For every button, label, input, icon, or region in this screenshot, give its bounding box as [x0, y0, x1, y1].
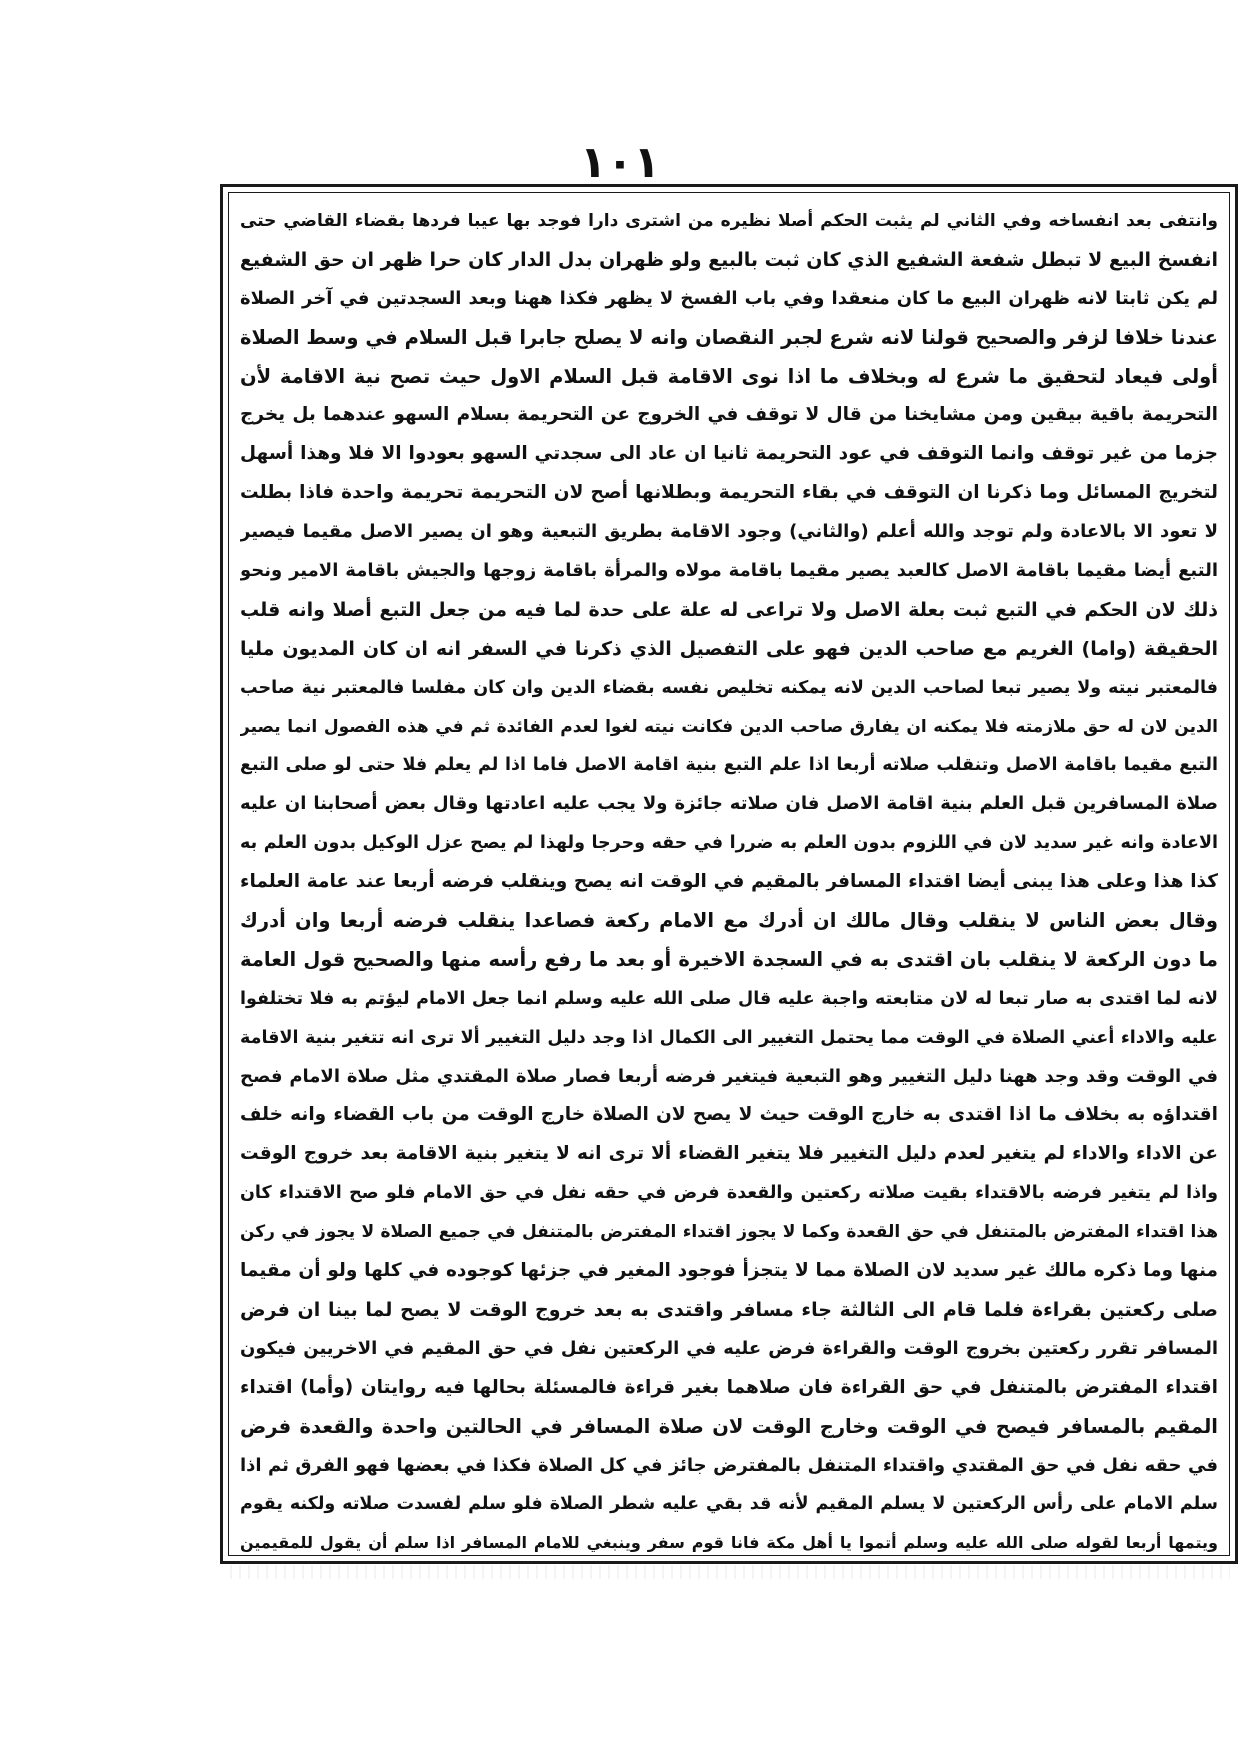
text-line: صلى ركعتين بقراءة فلما قام الى الثالثة جاء مسافر واقتدى به بعد خروج الوقت لا يصح لما بينا ان فرض — [240, 1298, 1218, 1321]
scan-noise — [230, 1565, 1230, 1579]
text-line: لا تعود الا بالاعادة ولم توجد والله أعلم (والثاني) وجود الاقامة بطريق التبعية وهو ان يصير الاصل مقيما فيصير — [240, 521, 1218, 543]
text-line: صلاة المسافرين قبل العلم بنية اقامة الاصل فان صلاته جائزة ولا يجب عليه اعادتها وقال بعض أصحابنا ان عليه — [240, 793, 1218, 815]
text-line: لتخريج المسائل وما ذكرنا ان التوقف في بقاء التحريمة وبطلانها أصح لان التحريمة تحريمة واحدة فاذا بطلت — [240, 482, 1218, 504]
text-line: الدين لان له حق ملازمته فلا يمكنه ان يفارق صاحب الدين فكانت نيته لغوا لعدم الفائدة ثم في هذه الفصول انما يصير — [240, 716, 1218, 737]
text-line: سلم الامام على رأس الركعتين لا يسلم المقيم لأنه قد بقي عليه شطر الصلاة فلو سلم لفسدت صلاته ولكنه يقوم — [240, 1494, 1218, 1515]
text-line: واذا لم يتغير فرضه بالاقتداء بقيت صلاته ركعتين والقعدة فرض في حقه نفل في حق الامام فلو صح الاقتداء كان — [240, 1183, 1218, 1204]
text-line: التحريمة باقية بيقين ومن مشايخنا من قال لا توقف في الخروج عن التحريمة بسلام السهو عندهما بل يخرج — [240, 404, 1218, 426]
text-line: عن الاداء والاداء لم يتغير لعدم دليل التغيير فلا يتغير القضاء ألا ترى انه لا يتغير بنية الاقامة بعد خروج الوقت — [240, 1143, 1218, 1165]
text-line: منها وما ذكره مالك غير سديد لان الصلاة مما لا يتجزأ فوجود المغير في جزئها كوجوده في كلها ولو أن مقيما — [240, 1260, 1218, 1282]
text-line: أولى فيعاد لتحقيق ما شرع له وبخلاف ما اذا نوى الاقامة قبل السلام الاول حيث تصح نية الاقامة لأن — [240, 364, 1218, 388]
body-text — [236, 200, 1222, 1553]
text-line: الحقيقة (واما) الغريم مع صاحب الدين فهو على التفصيل الذي ذكرنا في السفر انه ان كان المديون مليا — [240, 637, 1218, 660]
text-line: لم يكن ثابتا لانه ظهران البيع ما كان منعقدا وفي باب الفسخ لا يظهر فكذا ههنا وبعد السجدتين في آخر الصلاة — [240, 287, 1218, 309]
text-line: التبع مقيما باقامة الاصل وتنقلب صلاته أربعا اذا علم التبع بنية اقامة الاصل فاما اذا لم يعلم فلا حتى لو صلى التبع — [240, 755, 1218, 776]
text-line: في حقه نفل في حق المقتدي واقتداء المتنفل بالمفترض جائز في كل الصلاة فكذا في بعضها فهو الفرق ثم اذا — [240, 1454, 1218, 1476]
text-line: اقتداؤه به بخلاف ما اذا اقتدى به خارج الوقت حيث لا يصح لان الصلاة خارج الوقت من باب القضاء وانه خلف — [240, 1104, 1218, 1126]
text-line: فالمعتبر نيته ولا يصير تبعا لصاحب الدين لانه يمكنه تخليص نفسه بقضاء الدين وان كان مفلسا فالمعتبر نية صاحب — [240, 677, 1218, 698]
text-line: لانه لما اقتدى به صار تبعا له لان متابعته واجبة عليه قال صلى الله عليه وسلم انما جعل الامام ليؤتم به فلا تختلفوا — [240, 988, 1218, 1009]
text-line: عليه والاداء أعني الصلاة في الوقت مما يحتمل التغيير الى الكمال اذا وجد دليل التغيير ألا ترى انه تتغير بنية الاقامة — [240, 1027, 1218, 1048]
text-line: ما دون الركعة لا ينقلب بان اقتدى به في السجدة الاخيرة أو بعد ما رفع رأسه منها والصحيح قول العامة — [240, 947, 1218, 971]
text-line: وقال بعض الناس لا ينقلب وقال مالك ان أدرك مع الامام ركعة فصاعدا ينقلب فرضه أربعا وان أدرك — [240, 909, 1218, 933]
text-line: في الوقت وقد وجد ههنا دليل التغيير وهو التبعية فيتغير فرضه أربعا فصار صلاة المقتدي مثل صلاة الامام فصح — [240, 1065, 1218, 1087]
text-line: عندنا خلافا لزفر والصحيح قولنا لانه شرع لجبر النقصان وانه لا يصلح جابرا قبل السلام في وسط الصلاة — [240, 325, 1218, 349]
text-line: جزما من غير توقف وانما التوقف في عود التحريمة ثانيا ان عاد الى سجدتي السهو بعودوا الا فلا وهذا أسهل — [240, 443, 1218, 465]
text-line: كذا هذا وعلى هذا يبنى أيضا اقتداء المسافر بالمقيم في الوقت انه يصح وينقلب فرضه أربعا عند عامة العلماء — [240, 871, 1218, 893]
text-line: ويتمها أربعا لقوله صلى الله عليه وسلم أتموا يا أهل مكة فانا قوم سفر وينبغي للامام المسافر اذا سلم أن يقول للمقيمين — [240, 1533, 1218, 1553]
text-line: المسافر تقرر ركعتين بخروج الوقت والقراءة فرض عليه في الركعتين نفل في حق المقيم في الاخريين فيكون — [240, 1337, 1218, 1359]
text-line: التبع أيضا مقيما باقامة الاصل كالعبد يصير مقيما باقامة مولاه والمرأة باقامة زوجها والجيش باقامة الامير ونحو — [240, 560, 1218, 582]
text-line: هذا اقتداء المفترض بالمتنفل في حق القعدة وكما لا يجوز اقتداء المفترض بالمتنفل في جميع الصلاة لا يجوز في ركن — [240, 1222, 1218, 1243]
text-line: المقيم بالمسافر فيصح في الوقت وخارج الوقت لان صلاة المسافر في الحالتين واحدة والقعدة فرض — [240, 1414, 1218, 1438]
page-number: ١٠١ — [579, 137, 661, 188]
text-line: اقتداء المفترض بالمتنفل في حق القراءة فان صلاهما بغير قراءة فالمسئلة بحالها فيه روايتان (وأما) اقتداء — [240, 1376, 1218, 1398]
text-line: انفسخ البيع لا تبطل شفعة الشفيع الذي كان ثبت بالبيع ولو ظهران بدل الدار كان حرا ظهر ان حق الشفيع — [240, 248, 1218, 271]
text-line: وانتفى بعد انفساخه وفي الثاني لم يثبت الحكم أصلا نظيره من اشترى دارا فوجد بها عيبا فردها بقضاء القاضي حتى — [240, 211, 1218, 231]
text-line: ذلك لان الحكم في التبع ثبت بعلة الاصل ولا تراعى له علة على حدة لما فيه من جعل التبع أصلا وانه قلب — [240, 598, 1218, 621]
text-line: الاعادة وانه غير سديد لان في اللزوم بدون العلم به ضررا في حقه وحرجا ولهذا لم يصح عزل الوكيل بدون العلم به — [240, 833, 1218, 854]
